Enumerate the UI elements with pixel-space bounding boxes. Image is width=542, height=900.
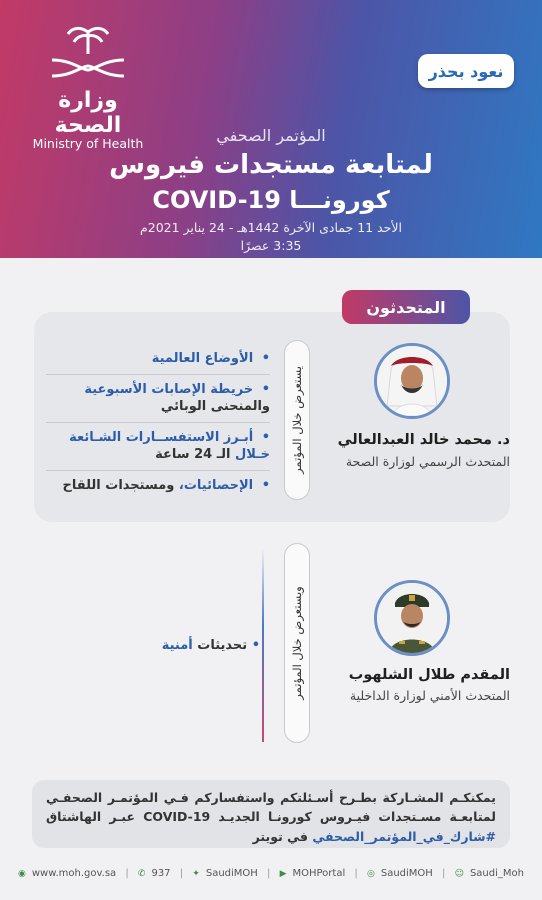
palm-swords-emblem-icon	[42, 24, 134, 86]
speaker1-reviews-label-box	[284, 340, 310, 500]
event-time: 3:35 عصرًا	[240, 238, 302, 253]
phone-icon: ✆	[137, 869, 146, 879]
speaker1-role: المتحدث الرسمي لوزارة الصحة	[345, 454, 510, 469]
instagram-icon: ◎	[366, 869, 375, 879]
speaker1-name: د. محمد خالد العبدالعالي	[337, 432, 510, 448]
logo-english: Ministry of Health	[32, 136, 144, 151]
avatar	[374, 580, 450, 656]
avatar	[374, 343, 450, 419]
bullet-icon: •	[261, 477, 270, 493]
list-item: • أبـرز الاستفســارات الشـائعة خـلال الـ 24 ساعة	[46, 423, 270, 471]
moh-logo	[22, 24, 154, 151]
twitter-link[interactable]: SaudiMOH	[205, 868, 258, 879]
person-photo-icon	[377, 346, 447, 416]
header-banner	[0, 0, 542, 258]
page-title: لمتابعة مستجدات فيروس	[109, 150, 433, 180]
divider	[262, 546, 264, 742]
bullet-icon: •	[261, 429, 270, 445]
snapchat-icon: ☺	[454, 869, 464, 879]
campaign-badge: نعود بحذر	[418, 54, 514, 88]
speaker2-reviews-label-box	[284, 543, 310, 743]
website-link[interactable]: www.moh.gov.sa	[31, 868, 117, 879]
globe-icon: ◉	[18, 869, 26, 879]
person-photo-icon	[377, 583, 447, 653]
bullet-icon: •	[261, 381, 270, 397]
youtube-icon: ▶	[279, 869, 287, 879]
list-item: • خريطة الإصابات الأسبوعية والمنحنى الوبائي	[46, 375, 270, 423]
conference-label: المؤتمر الصحفي	[216, 126, 326, 145]
speaker1-reviews-label: يستعرض خلال المؤتمر	[290, 366, 304, 474]
speaker2-role: المتحدث الأمني لوزارة الداخلية	[349, 688, 510, 703]
event-date: الأحد 11 جمادى الآخرة 1442هـ - 24 يناير 2021م	[140, 220, 402, 235]
youtube-link[interactable]: MOHPortal	[292, 868, 346, 879]
instagram-link[interactable]: SaudiMOH	[380, 868, 433, 879]
speaker2-topic: • تحديثات أمنية	[161, 638, 260, 653]
snapchat-link[interactable]: Saudi_Moh	[469, 868, 524, 879]
speaker2-reviews-label: ويستعرض خلال المؤتمر	[290, 586, 304, 700]
speakers-label: المتحدثون	[342, 290, 470, 324]
participation-note: يمكنكـم المشـاركة بطـرح أسـئلتكم واستفساركم فـي المؤتمـر الصحفـي لمتابعـة مسـتجدات فيـروس كورونـا الجديـد COVID-19 عبـر الهاشتاق #شارك_في_المؤتمر_الصحفي في تويتر	[32, 780, 510, 848]
bullet-icon: •	[261, 351, 270, 366]
twitter-icon: ✦	[192, 869, 200, 879]
speaker1-topics	[46, 344, 270, 500]
speaker2-name: المقدم طلال الشلهوب	[348, 667, 510, 683]
bullet-icon: •	[251, 638, 260, 653]
phone-number[interactable]: 937	[151, 868, 171, 879]
page-subtitle: كورونـــا COVID-19	[152, 186, 390, 214]
hashtag-link[interactable]: #شارك_في_المؤتمر_الصحفي	[312, 828, 496, 844]
list-item: • الأوضاع العالمية	[46, 344, 270, 375]
logo-arabic: وزارة الصحة	[54, 88, 122, 138]
footer-contacts: ◉ www.moh.gov.sa | ✆ 937 | ✦ SaudiMOH | ▶ MOHPortal | ◎ SaudiMOH | ☺ Saudi_Moh	[18, 868, 524, 879]
list-item: • الإحصائيات، ومستجدات اللقاح	[62, 477, 270, 493]
